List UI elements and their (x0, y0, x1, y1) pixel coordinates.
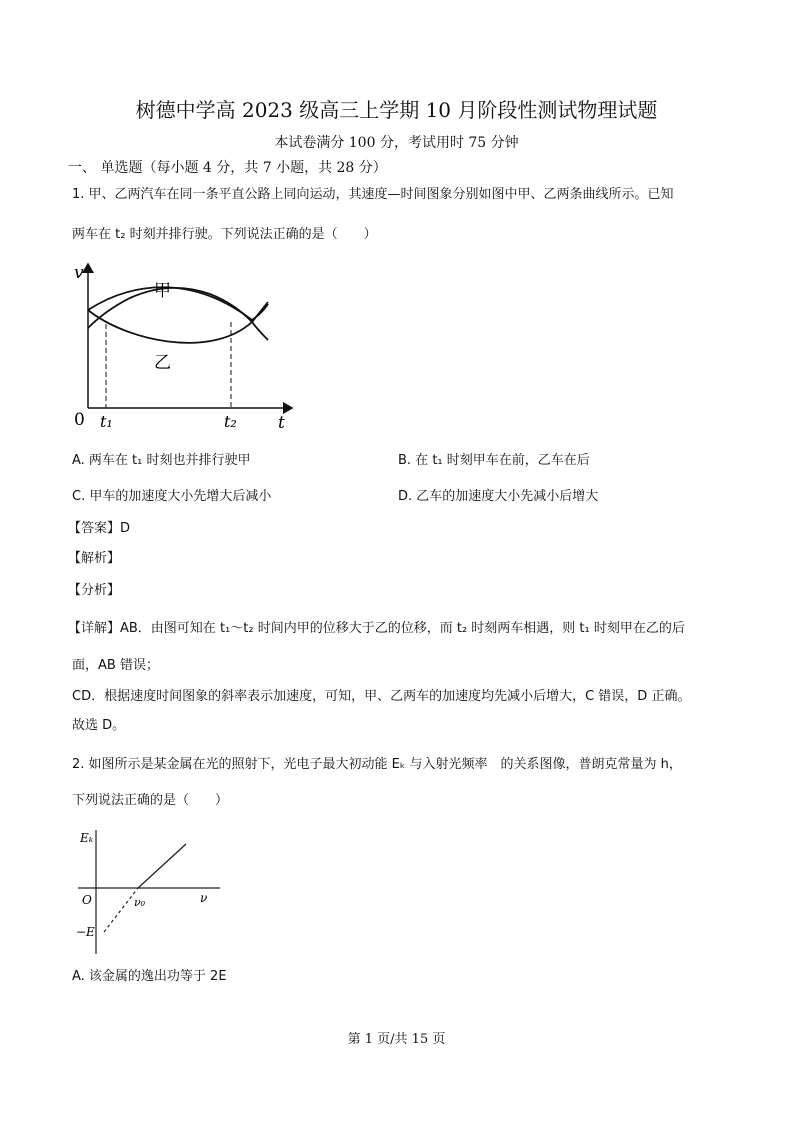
q1-velocity-time-graph (70, 258, 300, 433)
jia-label: 甲 (154, 281, 171, 301)
yi-label: 乙 (154, 353, 171, 373)
origin-label: 0 (74, 410, 85, 430)
q1-stem-line2: 两车在 t₂ 时刻并排行驶。下列说法正确的是（ ） (72, 227, 377, 242)
origin-o-label: O (82, 893, 92, 907)
q1-detail-line4: 故选 D。 (72, 718, 126, 733)
q2-option-a: A. 该金属的逸出功等于 2E (72, 969, 227, 984)
q1-stem-line1: 1. 甲、乙两汽车在同一条平直公路上同向运动，其速度—时间图象分别如图中甲、乙两条曲线所示。已知 (72, 187, 674, 202)
q1-fenxi-label: 【分析】 (68, 583, 121, 598)
q1-detail-line3: CD．根据速度时间图象的斜率表示加速度，可知，甲、乙两车的加速度均先减小后增大，C 错误，D 正确。 (72, 689, 691, 704)
t2-label: t₂ (224, 412, 237, 431)
neg-e-label: −E (76, 925, 95, 939)
t1-label: t₁ (100, 412, 113, 431)
page-number: 第 1 页/共 15 页 (347, 1032, 446, 1047)
curve-jia (88, 287, 268, 320)
nu0-label: ν₀ (134, 896, 146, 909)
q1-analysis-label: 【解析】 (68, 551, 121, 566)
curve-yi (88, 310, 268, 343)
q2-ek-frequency-graph (72, 826, 222, 956)
q1-option-d: D. 乙车的加速度大小先减小后增大 (398, 489, 599, 504)
q2-stem-line2: 下列说法正确的是（ ） (72, 793, 229, 808)
nu-axis-label: ν (200, 891, 208, 905)
ek-axis-label: Eₖ (80, 831, 94, 845)
t-axis-label: t (278, 413, 285, 433)
q1-detail-line1: 【详解】AB．由图可知在 t₁～t₂ 时间内甲的位移大于乙的位移，而 t₂ 时刻两车相遇，则 t₁ 时刻甲在乙的后 (68, 621, 685, 636)
v-axis-label: v (74, 263, 84, 283)
q1-option-a: A. 两车在 t₁ 时刻也并排行驶甲 (72, 453, 251, 468)
section-heading: 一、 单选题（每小题 4 分，共 7 小题，共 28 分） (68, 160, 387, 176)
q1-option-b: B. 在 t₁ 时刻甲车在前，乙车在后 (398, 453, 590, 468)
q1-option-c: C. 甲车的加速度大小先增大后减小 (72, 489, 272, 504)
curve-jia-arch (88, 288, 268, 328)
q1-detail-line2: 面，AB 错误； (72, 658, 159, 673)
page-title: 树德中学高 2023 级高三上学期 10 月阶段性测试物理试题 (135, 98, 658, 122)
q1-answer: 【答案】D (68, 521, 131, 536)
exam-info: 本试卷满分 100 分，考试用时 75 分钟 (274, 135, 519, 151)
q2-stem-line1: 2. 如图所示是某金属在光的照射下，光电子最大初动能 Eₖ 与入射光频率 的关系图像，普朗克常量为 h， (72, 757, 682, 772)
